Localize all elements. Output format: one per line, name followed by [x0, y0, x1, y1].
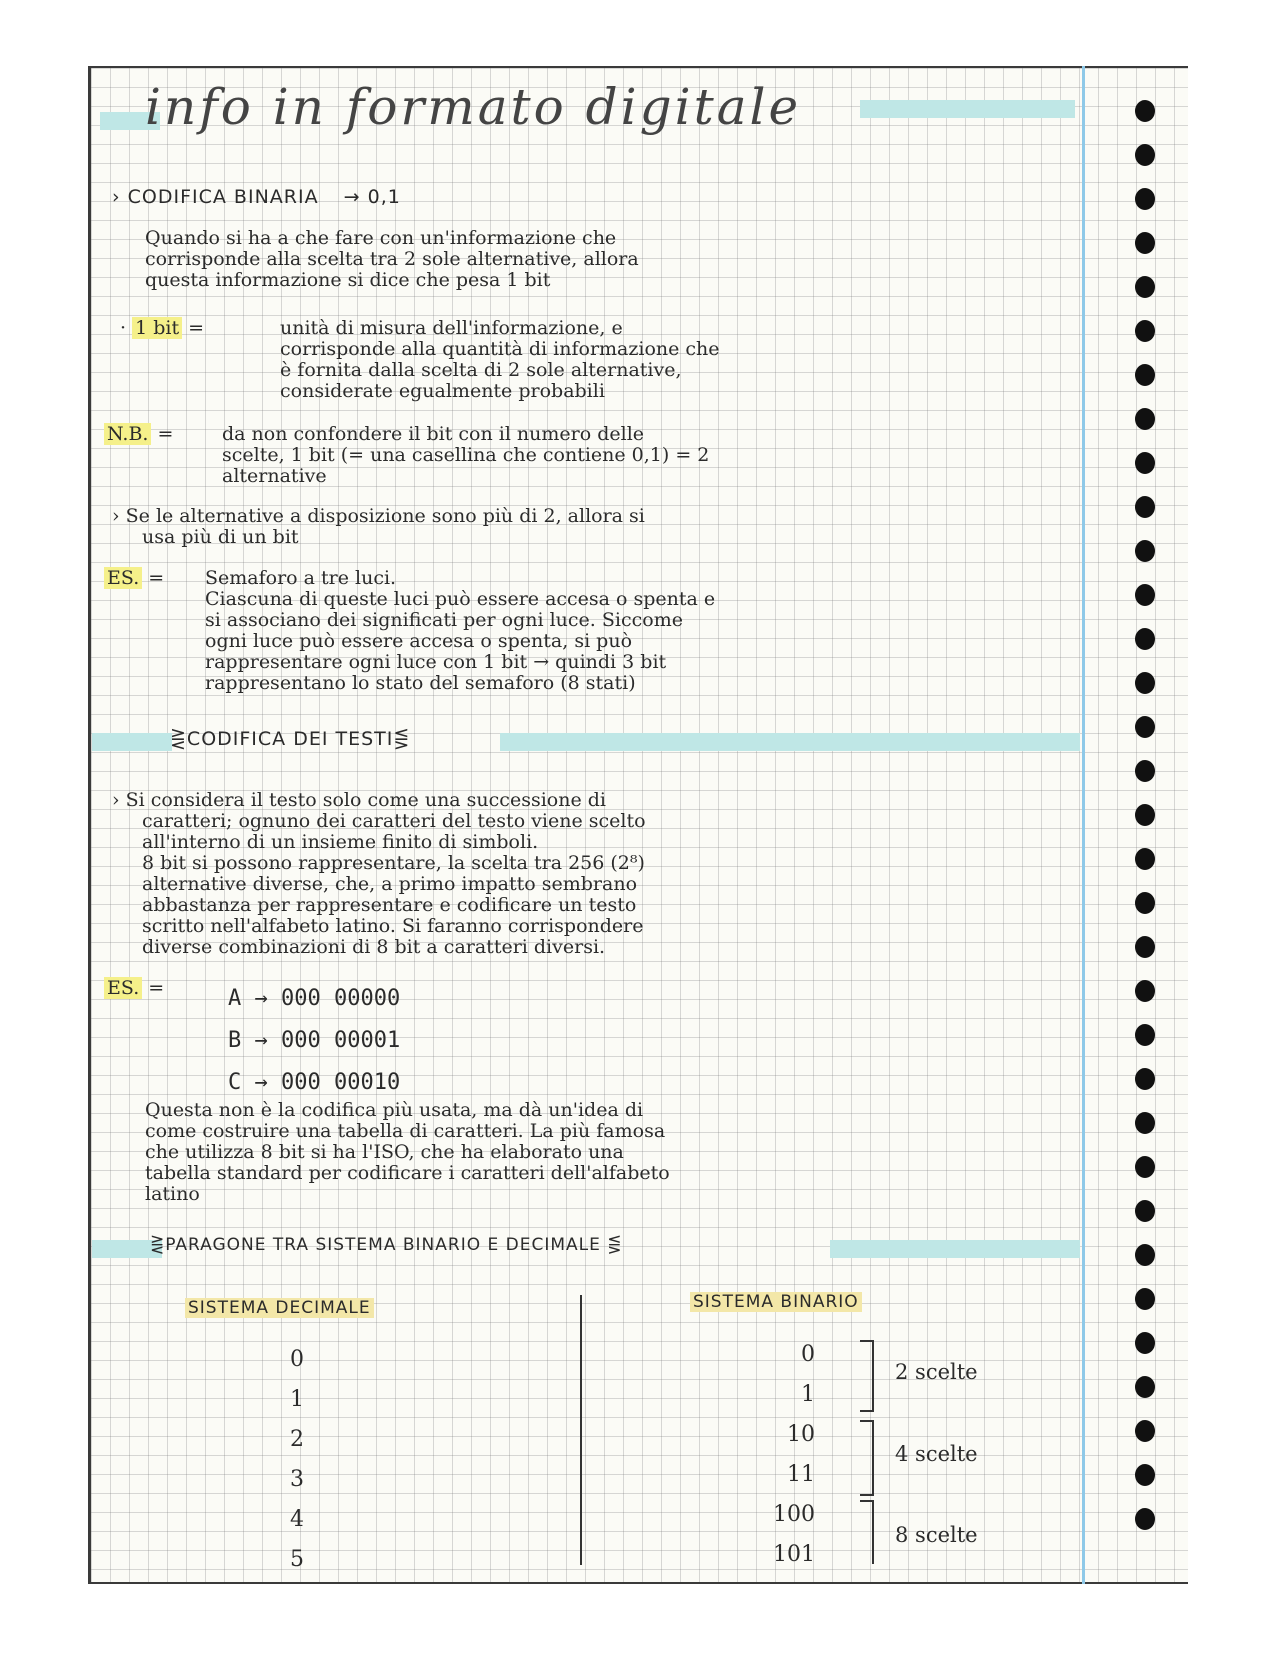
- decimal-value: 1: [290, 1387, 304, 1412]
- hole: [1135, 1332, 1155, 1354]
- example-char: C: [228, 1070, 242, 1095]
- binary-header: [690, 1292, 862, 1312]
- example-code: 000 00001: [281, 1028, 401, 1053]
- text-line: Questa non è la codifica più usata, ma dà un'idea di: [145, 1099, 644, 1121]
- nb-label: N.B. =: [104, 424, 173, 445]
- char-code-examples: [228, 978, 400, 1104]
- binary-header-text: SISTEMA BINARIO: [690, 1292, 862, 1312]
- binary-value: 0: [801, 1342, 815, 1367]
- text-line: abbastanza per rappresentare e codificare un testo: [142, 894, 637, 916]
- example-char: B: [228, 1028, 242, 1053]
- section3-heading: ⋛PARAGONE TRA SISTEMA BINARIO E DECIMALE ⋚: [150, 1235, 623, 1255]
- bit-definition: [280, 318, 720, 402]
- section2-heading-text: CODIFICA DEI TESTI: [186, 728, 394, 750]
- bit-label: 1 bit: [132, 317, 182, 339]
- decimal-value: 5: [290, 1547, 304, 1572]
- es1-label: ES. =: [104, 568, 164, 589]
- section2-closing: [145, 1100, 670, 1205]
- text-line: › Si considera il testo solo come una successione di: [112, 789, 606, 811]
- nb-label-text: N.B.: [104, 423, 151, 445]
- hole: [1135, 276, 1155, 298]
- title-highlight-right: [860, 100, 1075, 118]
- margin-line: [1082, 66, 1085, 1584]
- hole: [1135, 1244, 1155, 1266]
- binary-value: 100: [773, 1502, 815, 1527]
- example-row: C → 000 00010: [228, 1070, 401, 1095]
- binary-value: 11: [787, 1462, 815, 1487]
- hole: [1135, 188, 1155, 210]
- text-line-content: Se le alternative a disposizione sono più di 2, allora si: [125, 505, 645, 527]
- text-line: corrisponde alla scelta tra 2 sole alternative, allora: [145, 248, 639, 270]
- hole: [1135, 1464, 1155, 1486]
- hole: [1135, 364, 1155, 386]
- es1-label-text: ES.: [104, 567, 142, 589]
- text-line-content: Si considera il testo solo come una successione di: [125, 789, 606, 811]
- text-line: diverse combinazioni di 8 bit a caratteri diversi.: [142, 936, 606, 958]
- text-line: corrisponde alla quantità di informazione che: [280, 338, 720, 360]
- decimal-value: 4: [290, 1507, 304, 1532]
- text-line: rappresentare ogni luce con 1 bit → quindi 3 bit: [205, 651, 667, 673]
- nb-text: [222, 424, 709, 487]
- example-row: B → 000 00001: [228, 1028, 401, 1053]
- text-line: che utilizza 8 bit si ha l'ISO, che ha elaborato una: [145, 1141, 624, 1163]
- decimal-header-text: SISTEMA DECIMALE: [185, 1298, 374, 1318]
- hole: [1135, 1068, 1155, 1090]
- decimal-value: 0: [290, 1347, 304, 1372]
- example-row: A → 000 00000: [228, 986, 401, 1011]
- text-line: tabella standard per codificare i caratteri dell'alfabeto: [145, 1162, 670, 1184]
- section2-highlight-left: [92, 733, 172, 751]
- bracket-4: [860, 1420, 874, 1496]
- hole: [1135, 848, 1155, 870]
- binary-value: 1: [801, 1382, 815, 1407]
- example-code: 000 00000: [281, 986, 401, 1011]
- text-line: alternative: [222, 465, 327, 487]
- text-line: è fornita dalla scelta di 2 sole alternative,: [280, 359, 682, 381]
- decimal-value: 2: [290, 1427, 304, 1452]
- choices-2: 2 scelte: [895, 1360, 978, 1384]
- text-line: scritto nell'alfabeto latino. Si faranno corrispondere: [142, 915, 644, 937]
- hole: [1135, 892, 1155, 914]
- hole: [1135, 716, 1155, 738]
- example-char: A: [228, 986, 242, 1011]
- text-line: scelte, 1 bit (= una casellina che contiene 0,1) = 2: [222, 444, 710, 466]
- hole: [1135, 1156, 1155, 1178]
- more-alternatives: [112, 506, 645, 548]
- text-line: latino: [145, 1183, 200, 1205]
- table-divider: [580, 1295, 582, 1565]
- hole: [1135, 1288, 1155, 1310]
- section3-highlight-right: [830, 1240, 1080, 1258]
- hole: [1135, 936, 1155, 958]
- text-line: come costruire una tabella di caratteri. La più famosa: [145, 1120, 666, 1142]
- text-line: unità di misura dell'informazione, e: [280, 317, 623, 339]
- hole: [1135, 760, 1155, 782]
- section1-heading: › CODIFICA BINARIA → 0,1: [112, 186, 401, 208]
- section1-heading-values: 0,1: [367, 186, 401, 208]
- binder-holes: [1125, 100, 1165, 1560]
- text-line: › Se le alternative a disposizione sono più di 2, allora si: [112, 505, 645, 527]
- text-line: 8 bit si possono rappresentare, la scelta tra 256 (2⁸): [142, 852, 645, 874]
- text-line: usa più di un bit: [142, 526, 299, 548]
- hole: [1135, 1112, 1155, 1134]
- hole: [1135, 804, 1155, 826]
- section2-heading: ⋛CODIFICA DEI TESTI⋚: [170, 728, 411, 750]
- page-title: info in formato digitale: [145, 78, 802, 136]
- hole: [1135, 144, 1155, 166]
- text-line: Semaforo a tre luci.: [205, 567, 397, 589]
- hole: [1135, 1420, 1155, 1442]
- hole: [1135, 408, 1155, 430]
- hole: [1135, 452, 1155, 474]
- hole: [1135, 1024, 1155, 1046]
- text-line: ogni luce può essere accesa o spenta, si può: [205, 630, 633, 652]
- binary-column: [755, 1335, 815, 1575]
- text-line: questa informazione si dice che pesa 1 bit: [145, 269, 551, 291]
- hole: [1135, 628, 1155, 650]
- hole: [1135, 496, 1155, 518]
- text-line: alternative diverse, che, a primo impatto sembrano: [142, 873, 638, 895]
- hole: [1135, 320, 1155, 342]
- hole: [1135, 232, 1155, 254]
- section1-heading-text: CODIFICA BINARIA: [127, 186, 319, 208]
- hole: [1135, 672, 1155, 694]
- text-line: rappresentano lo stato del semaforo (8 stati): [205, 672, 636, 694]
- text-line: Quando si ha a che fare con un'informazione che: [145, 227, 617, 249]
- text-line: da non confondere il bit con il numero delle: [222, 423, 645, 445]
- text-line: Ciascuna di queste luci può essere accesa o spenta e: [205, 588, 716, 610]
- es2-label: ES. =: [104, 978, 164, 999]
- hole: [1135, 980, 1155, 1002]
- text-line: all'interno di un insieme finito di simboli.: [142, 831, 539, 853]
- text-line: considerate egualmente probabili: [280, 380, 605, 402]
- hole: [1135, 1508, 1155, 1530]
- section1-intro: [145, 228, 639, 291]
- example-code: 000 00010: [281, 1070, 401, 1095]
- text-line: caratteri; ognuno dei caratteri del testo viene scelto: [142, 810, 646, 832]
- es1-text: [205, 568, 715, 694]
- hole: [1135, 1376, 1155, 1398]
- bracket-2: [860, 1340, 874, 1412]
- hole: [1135, 100, 1155, 122]
- section2-highlight-right: [500, 733, 1080, 751]
- decimal-value: 3: [290, 1467, 304, 1492]
- section2-text: [112, 790, 646, 958]
- choices-4: 4 scelte: [895, 1442, 978, 1466]
- hole: [1135, 1200, 1155, 1222]
- choices-8: 8 scelte: [895, 1523, 978, 1547]
- bracket-8: [860, 1500, 874, 1564]
- decimal-column: [290, 1340, 304, 1580]
- section3-heading-text: PARAGONE TRA SISTEMA BINARIO E DECIMALE: [165, 1235, 601, 1255]
- binary-value: 101: [773, 1542, 815, 1567]
- hole: [1135, 584, 1155, 606]
- bit-definition-label: · 1 bit =: [120, 317, 205, 339]
- es2-label-text: ES.: [104, 977, 142, 999]
- text-line: si associano dei significati per ogni luce. Siccome: [205, 609, 683, 631]
- hole: [1135, 540, 1155, 562]
- decimal-header: [185, 1298, 374, 1318]
- binary-value: 10: [787, 1422, 815, 1447]
